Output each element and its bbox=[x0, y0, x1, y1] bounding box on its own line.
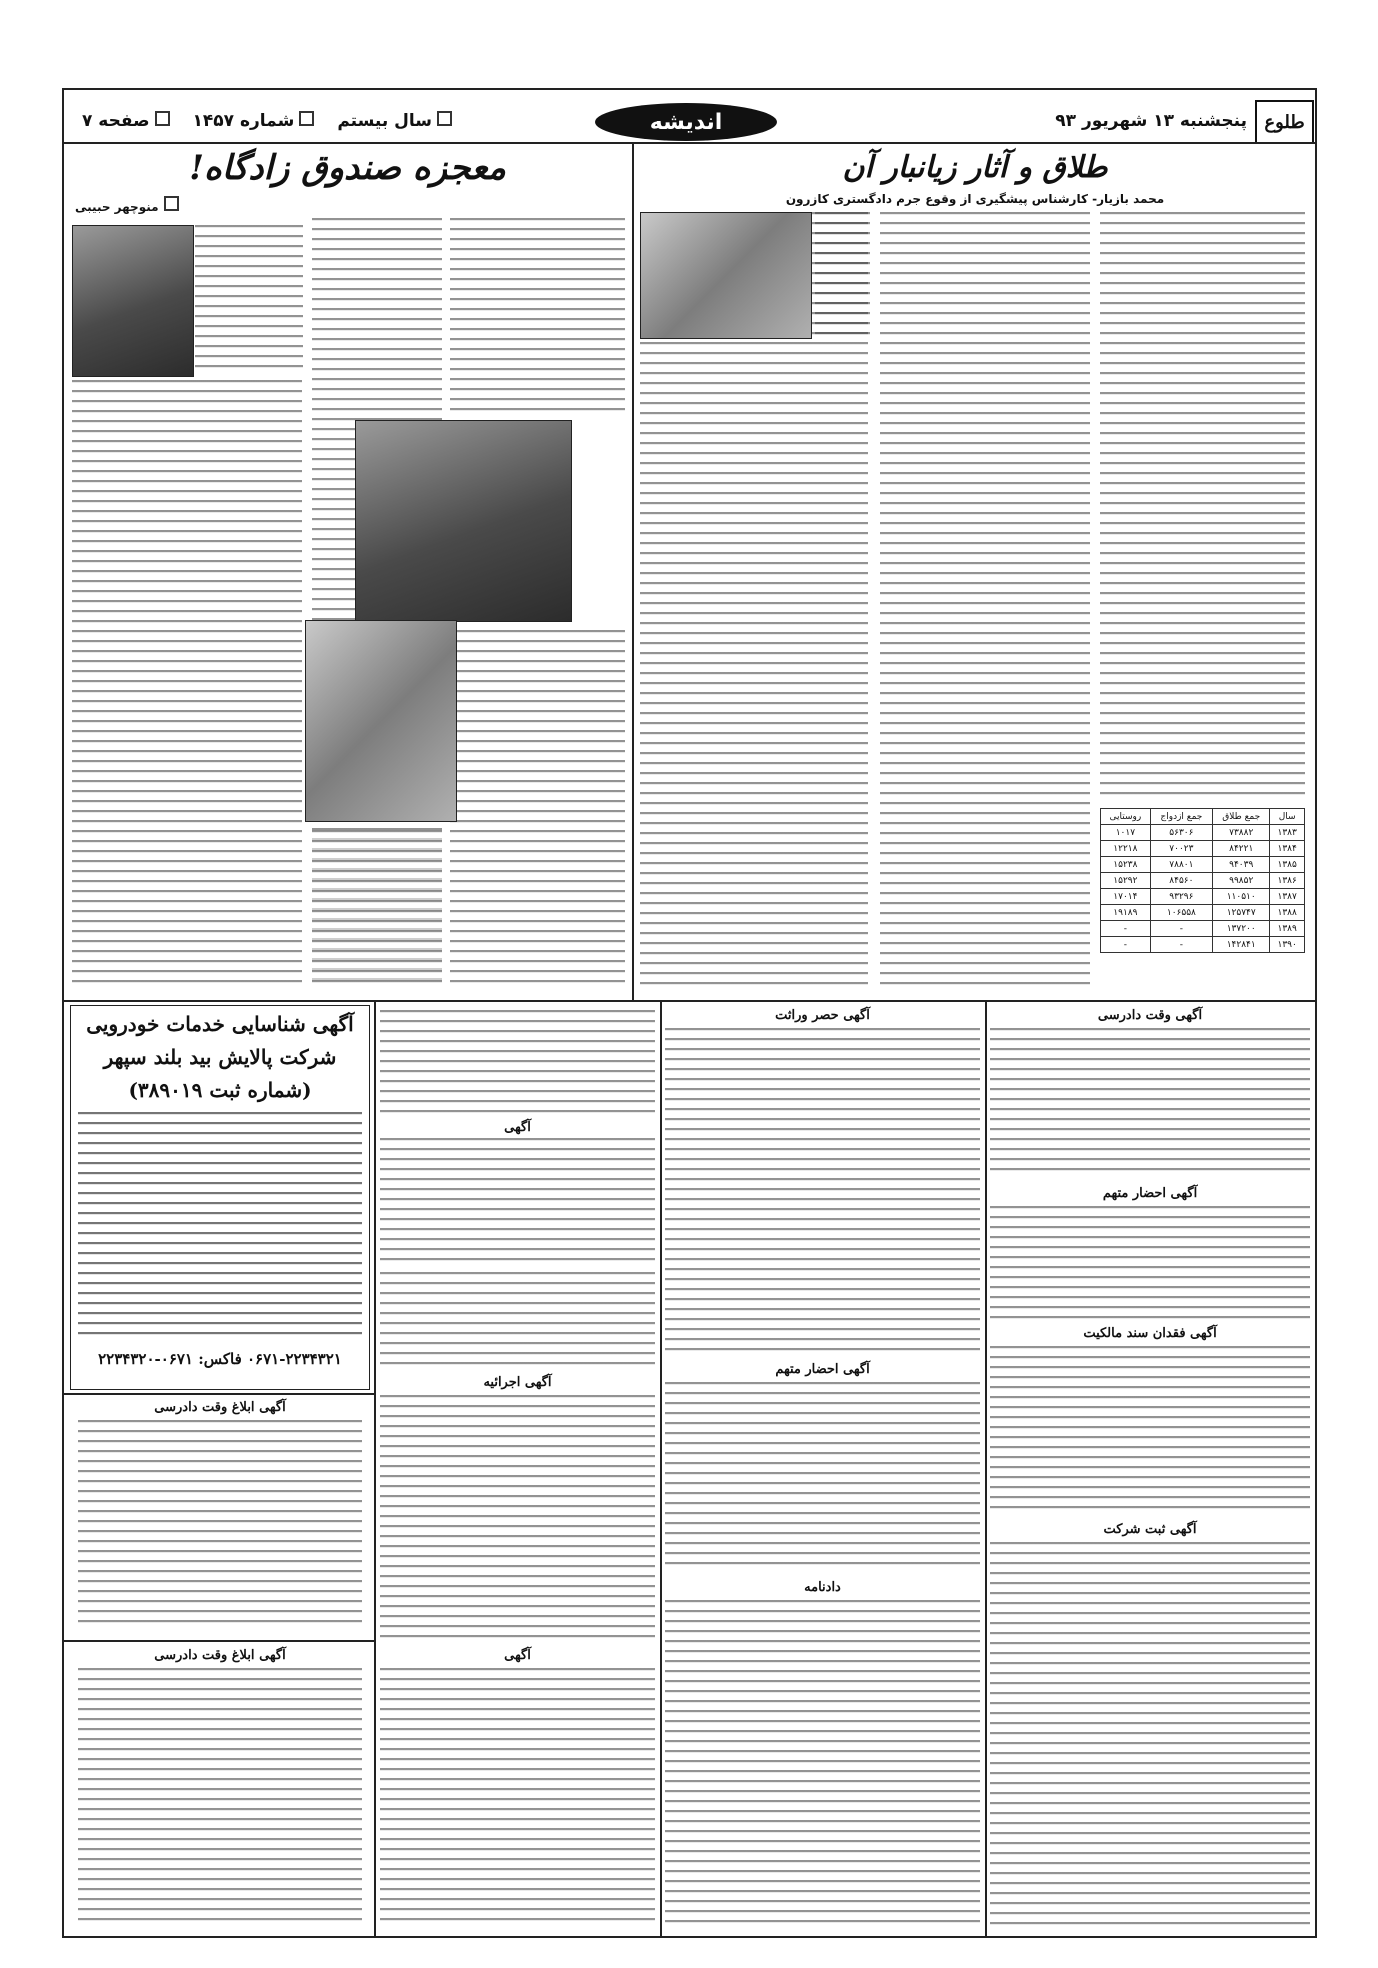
square-icon bbox=[299, 111, 314, 126]
notice-summon-title: آگهی احضار متهم bbox=[1102, 1186, 1198, 1201]
notice-body bbox=[78, 1420, 362, 1630]
ad-services-title: آگهی شناسایی خدمات خودرویی bbox=[86, 1012, 354, 1036]
year-label: سال بیستم bbox=[337, 111, 432, 131]
square-icon bbox=[437, 111, 452, 126]
issue-number: شماره ۱۴۵۷ bbox=[192, 111, 295, 131]
text-column bbox=[880, 212, 1090, 992]
notice-body bbox=[665, 1028, 980, 1358]
ad-phone: ۰۶۷۱-۲۲۳۴۳۲۱ فاکس: ۰۶۷۱-۲۲۳۴۳۲۰ bbox=[98, 1350, 342, 1368]
illustration-image bbox=[640, 212, 812, 339]
check-icon bbox=[164, 196, 179, 211]
notice-body bbox=[380, 1272, 655, 1367]
ad-body bbox=[78, 1112, 362, 1342]
notice-body bbox=[380, 1395, 655, 1640]
notice-body bbox=[990, 1542, 1310, 1927]
notice-lost-title: آگهی فقدان سند مالکیت bbox=[1083, 1326, 1217, 1341]
notice-body bbox=[380, 1138, 655, 1266]
notice-decision-title: دادنامه bbox=[804, 1580, 841, 1595]
notice-company-title: آگهی ثبت شرکت bbox=[1103, 1522, 1197, 1537]
notice-body bbox=[78, 1668, 362, 1928]
notice-body bbox=[665, 1600, 980, 1928]
mountain-photo bbox=[305, 620, 457, 822]
notice-body bbox=[665, 1382, 980, 1572]
page-number: صفحه ۷ bbox=[82, 111, 150, 131]
section-badge: اندیشه bbox=[595, 103, 777, 141]
notice-body bbox=[990, 1346, 1310, 1516]
article-left-title: معجزه صندوق زادگاه! bbox=[189, 148, 506, 188]
text-column bbox=[815, 212, 870, 337]
issue-date: پنجشنبه ۱۳ شهریور ۹۳ bbox=[1055, 111, 1247, 131]
notice-body bbox=[380, 1668, 655, 1928]
article-right-title: طلاق و آثار زیانبار آن bbox=[842, 150, 1108, 185]
notice-inheritance-title: آگهی حصر وراثت bbox=[775, 1008, 870, 1023]
notice-execution-title: آگهی اجرائیه bbox=[483, 1375, 552, 1390]
square-icon bbox=[155, 111, 170, 126]
text-column bbox=[72, 380, 302, 990]
text-column bbox=[195, 225, 303, 375]
text-column bbox=[1100, 212, 1305, 802]
text-column bbox=[450, 630, 625, 990]
notice-time2-title: آگهی ابلاغ وقت دادرسی bbox=[154, 1400, 286, 1415]
notice-title: آگهی bbox=[504, 1648, 531, 1663]
ad-lost-certificate bbox=[380, 1010, 655, 1115]
newspaper-logo: طلوع bbox=[1255, 100, 1314, 144]
notice-title: آگهی bbox=[504, 1120, 531, 1135]
notice-body bbox=[990, 1206, 1310, 1321]
notice-summon2-title: آگهی احضار متهم bbox=[775, 1362, 870, 1377]
article-right-byline: محمد بازیار- کارشناس پیشگیری از وقوع جرم دادگستری کازرون bbox=[785, 192, 1165, 206]
text-column bbox=[312, 830, 442, 990]
notice-body bbox=[990, 1028, 1310, 1178]
statistics-table: سال جمع طلاق جمع ازدواج روستایی ۱۳۸۳ ۷۳۸۸۲ ۵۶۳۰۶ ۱۰۱۷ ۱۳۸۴ ۸۴۲۲۱ ۷۰۰۲۳ ۱۲۲۱۸ ۱۳۸۵ ۹۴۰۳۹ ۷۸۸۰۱ ۱۵۲۳۸ ۱۳۸۶ ۹۹۸۵۲ ۸۴۵۶۰ ۱۵۲۹۲ ۱۳۸۷ ۱۱۰۵۱۰ ۹۳۲۹۶ ۱۷۰۱۴ ۱۳۸۸ ۱۲۵۷۴۷ ۱۰۶۵۵۸ ۱۹۱۸۹ ۱۳۸۹ ۱۳۷۲۰۰ - - ۱۳۹۰ ۱۴۲۸۴۱ - - bbox=[1100, 808, 1305, 953]
notice-time3-title: آگهی ابلاغ وقت دادرسی bbox=[154, 1648, 286, 1663]
text-column bbox=[450, 218, 625, 413]
article-left-byline: منوچهر حبیبی bbox=[75, 196, 215, 214]
voting-photo bbox=[355, 420, 572, 622]
ad-company-title: شرکت پالایش بید بلند سپهر bbox=[103, 1045, 337, 1069]
author-portrait bbox=[72, 225, 194, 377]
ad-registration-number: (شماره ثبت ۳۸۹۰۱۹) bbox=[128, 1078, 312, 1102]
notice-time-title: آگهی وقت دادرسی bbox=[1097, 1008, 1203, 1023]
